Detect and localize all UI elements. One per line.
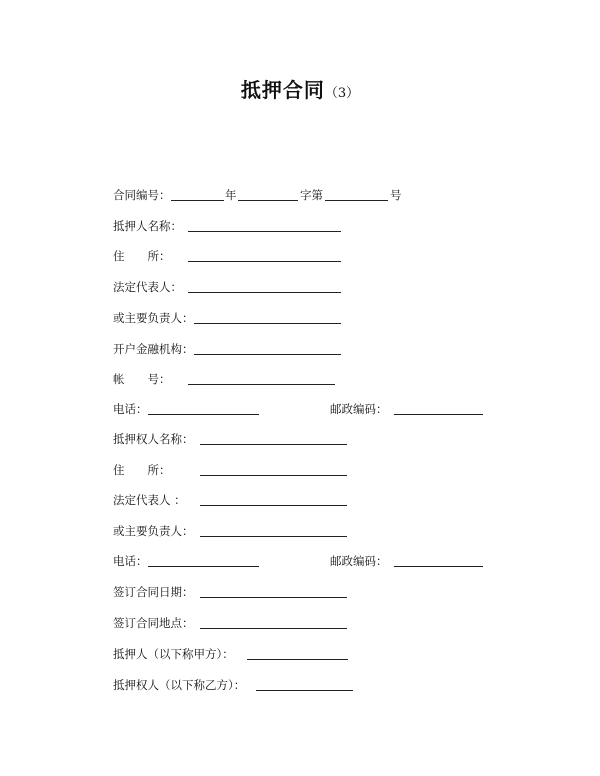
sign-place-blank[interactable]	[200, 628, 347, 629]
mortgagee-name-blank[interactable]	[200, 444, 347, 445]
party-a-blank[interactable]	[247, 659, 348, 660]
mortgagor-account-label: 帐 号：	[113, 372, 171, 386]
mortgagor-legal-rep-label: 法定代表人：	[113, 280, 182, 294]
contract-zidi-text: 字第	[300, 188, 323, 202]
title-text: 抵押合同	[240, 78, 325, 102]
mortgagor-principal-label: 或主要负责人：	[113, 311, 194, 325]
mortgagor-address-blank[interactable]	[188, 261, 341, 262]
mortgagor-name-blank[interactable]	[188, 231, 341, 232]
mortgagor-legal-rep-blank[interactable]	[188, 292, 341, 293]
mortgagor-account-blank[interactable]	[188, 384, 335, 385]
contract-year-blank[interactable]	[171, 200, 224, 201]
document-title	[0, 74, 600, 103]
mortgagee-legal-rep-blank[interactable]	[200, 505, 347, 506]
mortgagor-bank-label: 开户金融机构：	[113, 342, 194, 356]
mortgagee-phone-label: 电话：	[113, 554, 148, 568]
contract-word-blank[interactable]	[238, 200, 298, 201]
mortgagee-principal-blank[interactable]	[200, 536, 347, 537]
contract-hao-text: 号	[390, 188, 402, 202]
mortgagor-phone-blank[interactable]	[148, 414, 259, 415]
sign-date-label: 签订合同日期：	[113, 585, 194, 599]
mortgagor-postcode-label: 邮政编码：	[330, 402, 388, 416]
mortgagee-name-label: 抵押权人名称：	[113, 432, 194, 446]
mortgagee-principal-label: 或主要负责人：	[113, 524, 194, 538]
party-b-label: 抵押权人（以下称乙方）：	[113, 678, 246, 692]
sign-date-blank[interactable]	[200, 597, 347, 598]
mortgagor-postcode-blank[interactable]	[394, 414, 483, 415]
mortgagee-address-label: 住 所：	[113, 463, 171, 477]
party-a-label: 抵押人（以下称甲方）：	[113, 647, 234, 661]
mortgagee-address-blank[interactable]	[200, 475, 347, 476]
mortgagee-phone-blank[interactable]	[148, 566, 259, 567]
mortgagor-bank-blank[interactable]	[194, 354, 341, 355]
mortgagee-postcode-blank[interactable]	[394, 566, 483, 567]
mortgagor-name-label: 抵押人名称：	[113, 219, 182, 233]
mortgagee-postcode-label: 邮政编码：	[330, 554, 388, 568]
mortgagee-legal-rep-label: 法定代表人 ：	[113, 493, 186, 507]
mortgagor-principal-blank[interactable]	[194, 323, 341, 324]
sign-place-label: 签订合同地点：	[113, 616, 194, 630]
contract-serial-blank[interactable]	[325, 200, 388, 201]
title-number: （3）	[324, 86, 360, 101]
mortgagor-phone-label: 电话：	[113, 402, 148, 416]
contract-year-text: 年	[225, 188, 237, 202]
mortgagor-address-label: 住 所：	[113, 249, 171, 263]
contract-number-label: 合同编号：	[113, 188, 171, 202]
party-b-blank[interactable]	[256, 690, 353, 691]
